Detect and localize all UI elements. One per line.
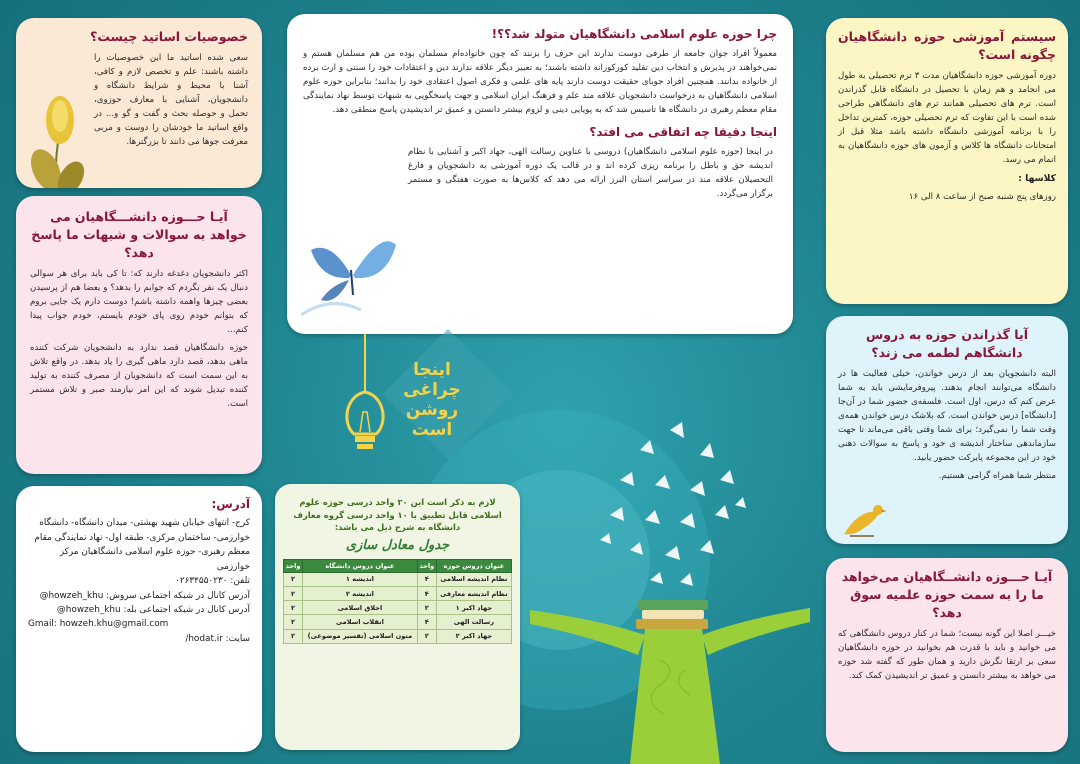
education-system-card [826,18,1068,304]
seminary-direction-title: آیـا حـــوزه دانشــگاهیان می‌خواهد ما را به سمت حوزه علمیه سوق دهد؟ [841,569,1053,621]
cell: رسالت الهی [436,615,511,629]
cell: جهاد اکبر ۱ [436,601,511,615]
light-bulb-icon [330,334,400,464]
course-table [283,559,512,644]
what-happens-title: اینجا دقیقا چه اتفاقی می افتد؟ [589,125,777,139]
bale-channel[interactable]: آدرس کانال در شبکه اجتماعی بله: howzeh_khu@ [56,604,250,615]
why-founded-title: چرا حوزه علوم اسلامی دانشگاهیان متولد شد؟؟! [491,27,777,41]
why-founded-body: معمولاً افراد جوان جامعه از طرفی دوست ندارند این حرف را بزنند که چون خانواده‌ام مسلمان بوده من هم مسلمان هستم و نمی‌خواهند در پذیرش و انتخاب دین تقلید کورکورانه داشته باشند؛ به تعبیر دیگر علاقه ندارند دین و اعتقادات خود را سنتی و ارث برده از خانواده بدانند. همچنین افراد جویای حقیقت دوست دارند پایه های علمی و فکری اصول اعتقادی خود را بدانند؛ بنابراین حوزه علوم اسلامی دانشگاهیان به درخواست دانشجویان علاقه مند علم و فرهنگ ایران اسلامی و جهت پاسخگویی به شبهات توسط نهاد نمایندگی مقام معظم رهبری در دانشگاه ها تاسیس شد که به پویایی دینی و لزوم بیشتر دانستن و عمیق تر اندیشیدن پاسخ منطقی دهد. [303,49,777,116]
studies-impact-footer: منتظر شما همراه گرامی هستیم. [938,470,1056,481]
course-intro: لازم به ذکر است این ۲۰ واحد درسی حوزه علوم اسلامی قابل تطبیق با ۱۰ واحد درسی گروه معارف دانشگاه به شرح ذیل می باشد: [293,497,502,533]
questions-card [16,196,262,474]
classes-schedule: روزهای پنج شنبه صبح از ساعت ۸ الی ۱۶ [908,191,1056,202]
table-row [284,587,512,601]
lamp-line-2: چراغی [403,380,461,401]
table-row [284,629,512,643]
address-title: آدرس: [211,497,250,511]
cell: ۲ [284,601,303,615]
professors-body: سعی شده اساتید ما این خصوصیات را داشته باشند: علم و تخصص لازم و کافی، آشنا با محیط و شرایط دانشگاه و دانشجویان، آشنایی با معارف حوزوی، تحمل و حوصله بحث و گفت و گو و... در واقع اساتید ما خودشان را دوست و مربی معرفت جوها می دانند تا بزرگترها. [94,53,248,147]
what-happens-body: در اینجا (حوزه علوم اسلامی دانشگاهیان) دروسی با عناوین رسالت الهی، جهاد اکبر و آشنایی با نظام اندیشه حق و باطل را برنامه ریزی کرده اند و در قالب یک دوره آموزشی به دانشجویان و فارغ التحصیلان علاقه مند در سراسر استان البرز ارائه می دهد که کلاس‌ها به صورت هفتگی و مستمر برگزار می‌گردد. [408,147,773,200]
figure-with-butterflies-illustration [520,410,820,764]
lamp-line-3: روشن [405,400,459,421]
seminary-direction-body: خیـــر اصلا این گونه نیست؛ شما در کنار دروس دانشگاهی که می خوانید و باید با قدرت هم بخوانید در حوزه دانشگاهیان سعی بر ارتقا نگرش دارید و همان طور که گفته شد حوزه می خواهد به بیشتر دانستن و عمیق تر اندیشیدن کمک کند. [838,629,1056,682]
cell: ۲ [417,629,436,643]
gmail-text[interactable]: Gmail: howzeh.khu@gmail.com [28,619,169,630]
cell: نظام اندیشه معارفی [436,587,511,601]
seminary-direction-card [826,558,1068,752]
studies-impact-body: البته دانشجویان بعد از درس خواندن، خیلی فعالیت ها در دانشگاه می‌توانند انجام بدهند. پیروفرمایشی باید به شما عرض کنم که درس، اول است. فلسفه‌ی حضور شما در آن‌جا [دانشگاه] درس خواندن است. که بلاشک درس خواندن همه‌ی وقت شما را نمی‌گیرد؛ برای شما وقتی باقی می‌ماند تا جهت سازماندهی ساختار اندیشه ی خود و پاسخ به سوالات ذهنی خود در این مجموعه پایرکت حضور یابید. [838,369,1056,463]
table-row [284,572,512,586]
yellow-flower-icon [26,90,92,188]
header-seminary-units: واحد [417,559,436,572]
cell: ۴ [417,587,436,601]
classes-label: کلاسها : [1018,172,1056,184]
website-link[interactable]: سایت: hodat.ir/ [185,633,250,644]
cell: نظام اندیشه اسلامی [436,572,511,586]
bird-icon [840,498,888,540]
address-card [16,486,262,752]
cell: اخلاق اسلامی [303,601,418,615]
professors-title: خصوصیات اساتید چیست؟ [90,29,248,44]
cell: ۲ [284,587,303,601]
studies-impact-title: آیا گذراندن حوزه به دروس دانشگاهم لطمه می زند؟ [866,327,1028,361]
cell: ۲ [417,601,436,615]
cell: اندیشه ۲ [303,587,418,601]
lamp-line-4: است [411,420,453,441]
cell: متون اسلامی (تفسیر موضوعی) [303,629,418,643]
course-table-title: جدول معادل سازی [345,537,450,553]
education-system-body: دوره آموزشی حوزه دانشگاهیان مدت ۳ ترم تحصیلی به طول می انجامد و هم زمان با تحصیل در دانشگاه قابل گذراندن است. ترم های تحصیلی همانند ترم های دانشگاهی طراحی شده است با این تفاوت که ترم تحصیلی حوزه، کمترین تداخل را با برنامه آموزشی دانشگاه داشته باشد مثلا قبل از امتحانات دانشگاه ها کلاس و آزمون های حوزه دانشگاهیان به اتمام می رسد. [838,71,1056,165]
professors-card [16,18,262,188]
header-university-units: واحد [284,559,303,572]
cell: ۴ [417,572,436,586]
questions-p1: اکثر دانشجویان دغدغه دارند که: تا کی باید برای هر سوالی دنبال یک نفر بگردم که جوابم را بدهد؟ و بعضا هم از پرسیدن بعضی چیزها واهمه داشته باشم! دوست دارم یک جایی بروم که بتوانم خودم روی پای خودم بایستم، خودم جواب پیدا کنم... [30,269,248,336]
cell: ۲ [284,615,303,629]
questions-title: آیـا حـــوزه دانشـــگاهیان می خواهد به سوالات و شبهات ما پاسخ دهد؟ [31,209,247,261]
lamp-line-1: اینجا [413,360,451,380]
questions-p2: حوزه دانشگاهیان قصد ندارد به دانشجویان شرکت کننده ماهی بدهد، قصد دارد ماهی گیری را یاد بدهد. در واقع تلاش به این سمت است که دانشجویان از مصرف کننده به تولید کننده تبدیل شوند که این امر نیازمند صبر و تلاش مستمر است. [30,342,248,409]
cell: ۴ [417,615,436,629]
table-row [284,615,512,629]
header-university-course: عنوان دروس دانشگاه [303,559,418,572]
cell: جهاد اکبر ۲ [436,629,511,643]
butterfly-icon [301,220,401,320]
address-text: کرج- انتهای خیابان شهید بهشتی- میدان دانشگاه- دانشگاه خوارزمی- ساختمان مرکزی- طبقه اول- نهاد نمایندگی مقام معظم رهبری- حوزه علوم اسلامی دانشگاهیان مرکز خوارزمی [34,518,250,572]
lamp-slogan [392,360,472,440]
soroush-channel[interactable]: آدرس کانال در شبکه اجتماعی سروش: howzeh_khu@ [39,590,250,601]
cell: انقلاب اسلامی [303,615,418,629]
header-seminary-course: عنوان دروس حوزه [436,559,511,572]
why-founded-card [287,14,793,334]
course-table-header [284,559,512,572]
course-equivalence-card [275,484,520,750]
cell: اندیشه ۱ [303,572,418,586]
cell: ۲ [284,629,303,643]
education-system-title: سیستم آموزشی حوزه دانشگاهیان چگونه است؟ [838,29,1056,63]
cell: ۲ [284,572,303,586]
phone-text: تلفن: ۰۲۶۳۴۵۵۰۲۳۰ [175,576,250,587]
table-row [284,601,512,615]
